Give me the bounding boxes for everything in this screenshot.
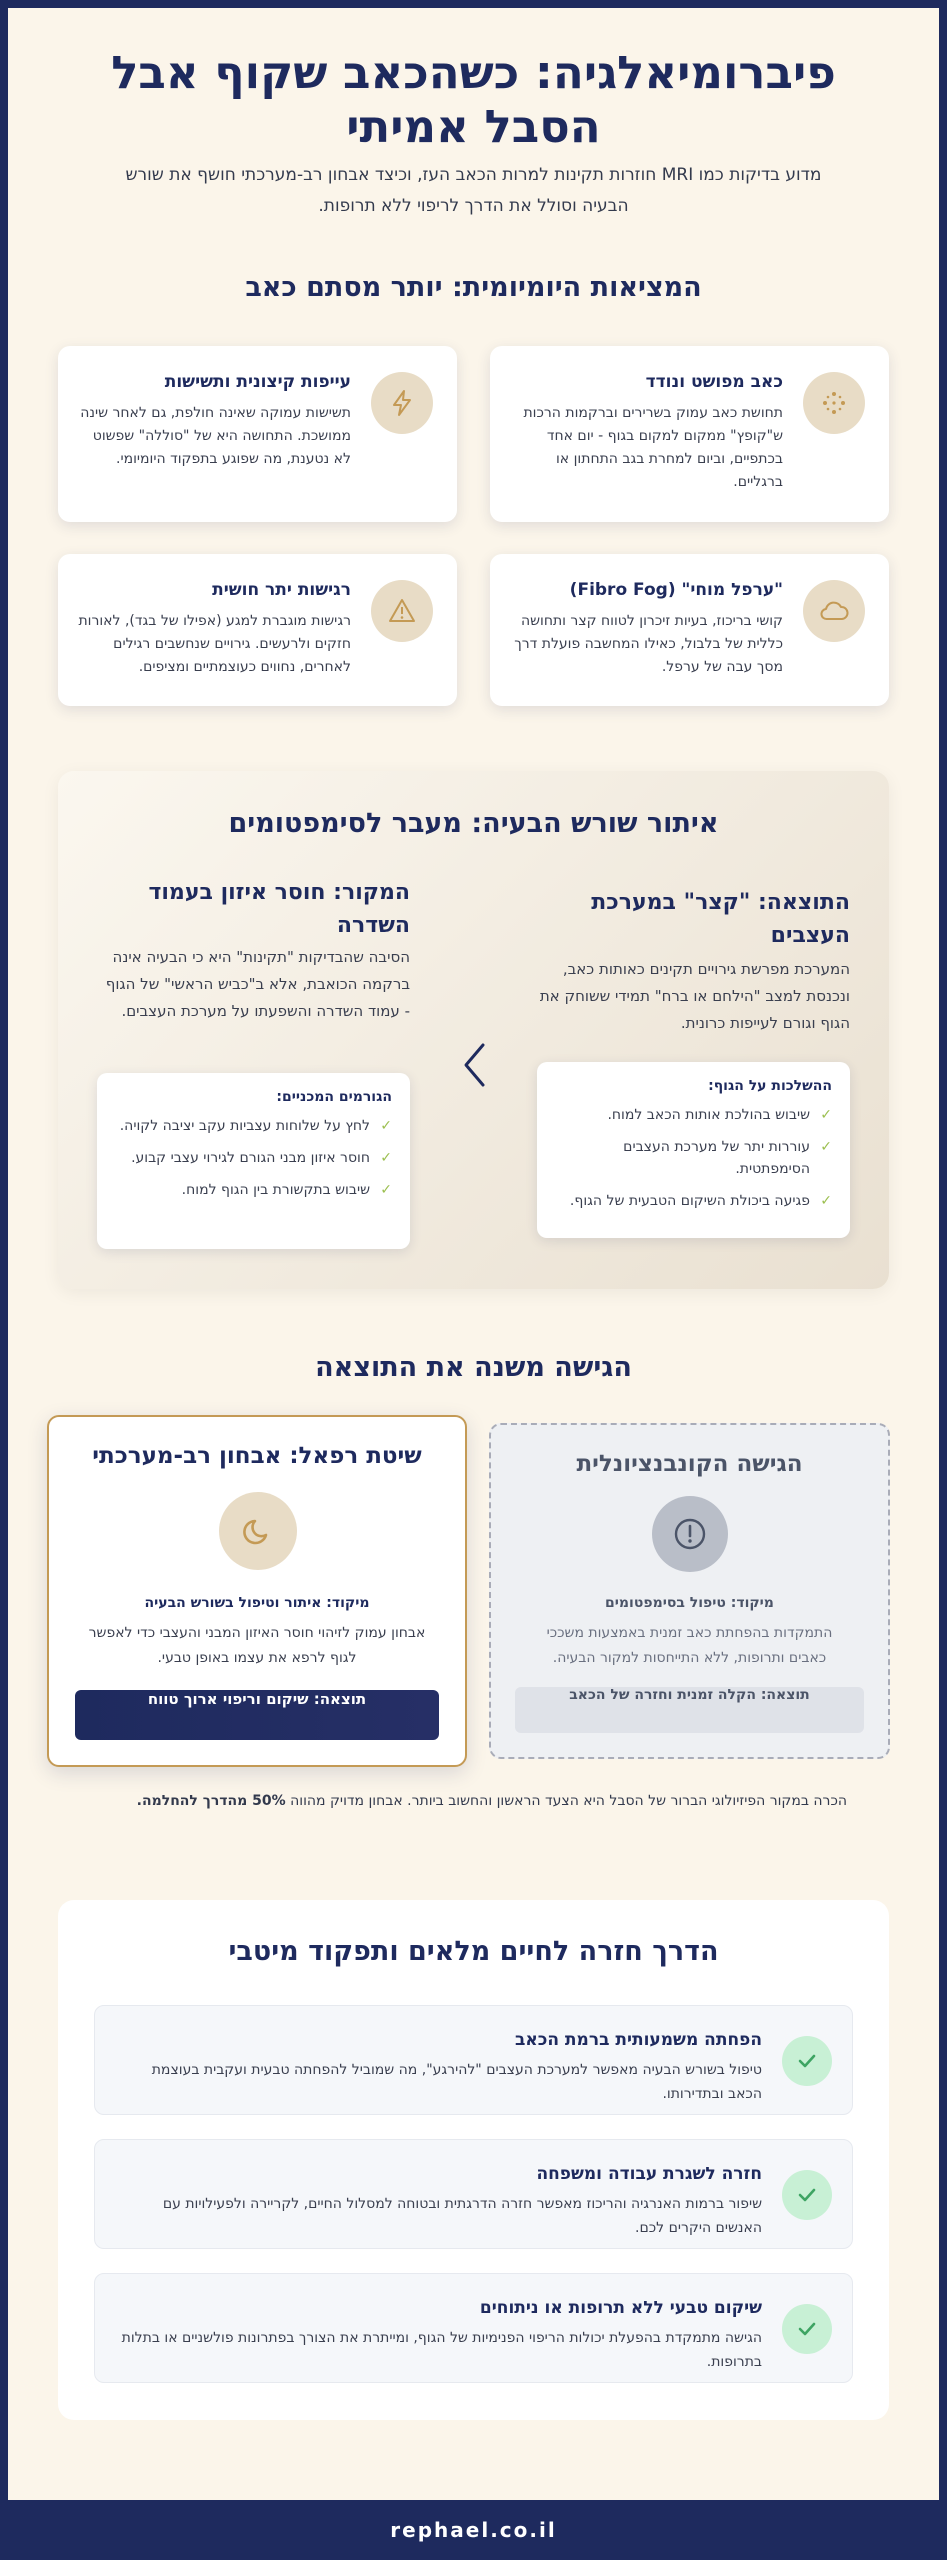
symptom-title: "ערפל מוחי" (Fibro Fog) xyxy=(569,580,783,600)
result-card-routine xyxy=(94,2139,853,2249)
symptom-card-sensitivity xyxy=(58,554,457,706)
dots-icon xyxy=(803,372,865,434)
source-text: הסיבה שהבדיקות "תקינות" היא כי הבעיה אינה ברקמה הכואבת, אלא ב"כביש הראשי" של הגוף - עמוד השדרה והשפעתו על מערכת העצבים. xyxy=(105,948,410,1020)
causes-list-title: הגורמים המכניים: xyxy=(276,1089,392,1105)
result-title: הפחתה משמעותית ברמת הכאב xyxy=(514,2030,762,2050)
check-circle-icon xyxy=(782,2170,832,2220)
result-effects-card xyxy=(537,1062,850,1238)
effects-list-title: ההשלכות על הגוף: xyxy=(708,1078,832,1094)
list-item: ✓ פגיעה ביכולת השיקום הטבעית של הגוף. xyxy=(555,1190,832,1212)
result-title: התוצאה: "קצר" במערכת העצבים xyxy=(591,890,850,948)
conventional-focus: מיקוד: טיפול בסימפטומים xyxy=(605,1595,774,1611)
rephael-method-card xyxy=(47,1415,467,1767)
symptom-title: רגישות יתר חושית xyxy=(212,580,351,600)
warning-icon xyxy=(371,580,433,642)
symptom-desc: רגישות מוגברת למגע (אפילו של בגד), לאורות חזקים ולרעשים. גירויים שנחשבים רגילים לאחרים, נחווים כעוצמתיים ומציפים. xyxy=(78,613,351,675)
result-text: המערכת מפרשת גירויים תקינים כאותות כאב, ונכנסת למצב "הילחם או ברח" תמידי ששוחק את הגוף וגורם לעייפות כרונית. xyxy=(539,960,850,1032)
symptom-desc: קושי בריכוז, בעיות זיכרון לטווח קצר ותחושה כללית של בלבול, כאילו המחשבה פועלת דרך מסך עבה של ערפל. xyxy=(514,613,783,675)
alert-circle-icon xyxy=(652,1496,728,1572)
result-card-pain xyxy=(94,2005,853,2115)
result-title: חזרה לשגרת עבודה ומשפחה xyxy=(536,2164,762,2184)
page-title: פיברומיאלגיה: כשהכאב שקוף אבל הסבל אמיתי xyxy=(111,46,836,153)
chevron-left-icon xyxy=(458,1040,488,1090)
result-card-natural xyxy=(94,2273,853,2383)
result-desc: שיפור ברמות האנרגיה והריכוז מאפשר חזרה הדרגתית ובטוחה למסלול החיים, לקריירה ולפעילויות עם האנשים היקרים לכם. xyxy=(162,2196,762,2236)
compare-heading: הגישה משנה את התוצאה xyxy=(315,1352,632,1383)
rephael-title: שיטת רפאל: אבחון רב-מערכתי xyxy=(92,1443,422,1469)
list-item: ✓ חוסר איזון מבני הגורם לגירוי עצבי קבוע. xyxy=(115,1147,392,1169)
symptom-title: כאב מפושט ונודד xyxy=(645,372,783,392)
check-icon: ✓ xyxy=(820,1139,832,1155)
check-icon: ✓ xyxy=(380,1118,392,1134)
symptoms-heading: המציאות היומיומית: יותר מסתם כאב xyxy=(245,272,702,303)
conventional-approach-card xyxy=(489,1423,890,1759)
symptom-desc: תשישות עמוקה שאינה חולפת, גם לאחר שינה ממושכת. התחושה היא של "סוללה" שפשוט לא נטענת, מה שפוגע בתפקוד היומיומי. xyxy=(80,405,351,467)
conventional-title: הגישה הקונבנציונלית xyxy=(576,1451,803,1477)
check-circle-icon xyxy=(782,2036,832,2086)
diagnosis-note: הכרה במקור הפיזיולוגי הברור של הסבל היא הצעד הראשון והחשוב ביותר. אבחון מדויק מהווה 50% מהדרך להחלמה. xyxy=(136,1793,847,1809)
results-heading: הדרך חזרה לחיים מלאים ותפקוד מיטבי xyxy=(228,1936,719,1967)
check-icon: ✓ xyxy=(820,1193,832,1209)
result-desc: טיפול בשורש הבעיה מאפשר למערכת העצבים "להירגע", מה שמוביל להפחתה טבעית ועקבית בעוצמת הכאב ובתדירותו. xyxy=(151,2062,762,2102)
result-desc: הגישה מתמקדת בהפעלת יכולות הריפוי הפנימיות של הגוף, ומייתרת את הצורך בפתרונות פולשניים או בתלות בתרופות. xyxy=(121,2330,762,2370)
footer-site-link[interactable]: rephael.co.il xyxy=(0,2500,947,2560)
check-icon: ✓ xyxy=(380,1150,392,1166)
source-title: המקור: חוסר איזון בעמוד השדרה xyxy=(148,880,410,938)
symptom-card-fatigue xyxy=(58,346,457,522)
rephael-result: תוצאה: שיקום וריפוי ארוך טווח xyxy=(75,1690,439,1740)
list-item: ✓ לחץ על שלוחות עצביות עקב יציבה לקויה. xyxy=(115,1115,392,1137)
page-lead: מדוע בדיקות כמו MRI חוזרות תקינות למרות הכאב העז, וכיצד אבחון רב-מערכתי חושף את שורש הבעיה וסולל את הדרך לריפוי ללא תרופות. xyxy=(125,165,822,216)
symptom-card-fog xyxy=(490,554,889,706)
list-item: ✓ שיבוש בתקשורת בין הגוף למוח. xyxy=(115,1179,392,1201)
moon-icon xyxy=(219,1492,297,1570)
symptom-title: עייפות קיצונית ותשישות xyxy=(164,372,351,392)
cloud-icon xyxy=(803,580,865,642)
check-icon: ✓ xyxy=(380,1182,392,1198)
source-causes-card xyxy=(97,1073,410,1249)
list-item: ✓ שיבוש בהולכת אותות הכאב למוח. xyxy=(555,1104,832,1126)
diagnosis-note-highlight: 50% מהדרך להחלמה. xyxy=(136,1793,286,1809)
list-item: ✓ עוררות יתר של מערכת העצבים הסימפתטית. xyxy=(555,1136,832,1180)
symptom-card-pain xyxy=(490,346,889,522)
conventional-text: התמקדות בהפחתת כאב זמנית באמצעות משככי כאבים ותרופות, ללא התייחסות למקור הבעיה. xyxy=(546,1625,833,1666)
result-title: שיקום טבעי ללא תרופות או ניתוחים xyxy=(479,2298,762,2318)
check-circle-icon xyxy=(782,2304,832,2354)
rephael-focus: מיקוד: איתור וטיפול בשורש הבעיה xyxy=(144,1595,370,1611)
rephael-text: אבחון עמוק לזיהוי חוסר האיזון המבני והעצבי כדי לאפשר לגוף לרפא את עצמו באופן טבעי. xyxy=(88,1625,426,1666)
symptom-desc: תחושת כאב עמוק בשרירים וברקמות הרכות ש"קופץ" ממקום למקום בגוף - יום אחד בכתפיים, וביום למחרת בגב התחתון או ברגליים. xyxy=(523,405,783,490)
root-cause-heading: איתור שורש הבעיה: מעבר לסימפטומים xyxy=(228,808,719,839)
check-icon: ✓ xyxy=(820,1107,832,1123)
lightning-icon xyxy=(371,372,433,434)
conventional-result: תוצאה: הקלה זמנית וחזרה של הכאב xyxy=(515,1687,864,1733)
